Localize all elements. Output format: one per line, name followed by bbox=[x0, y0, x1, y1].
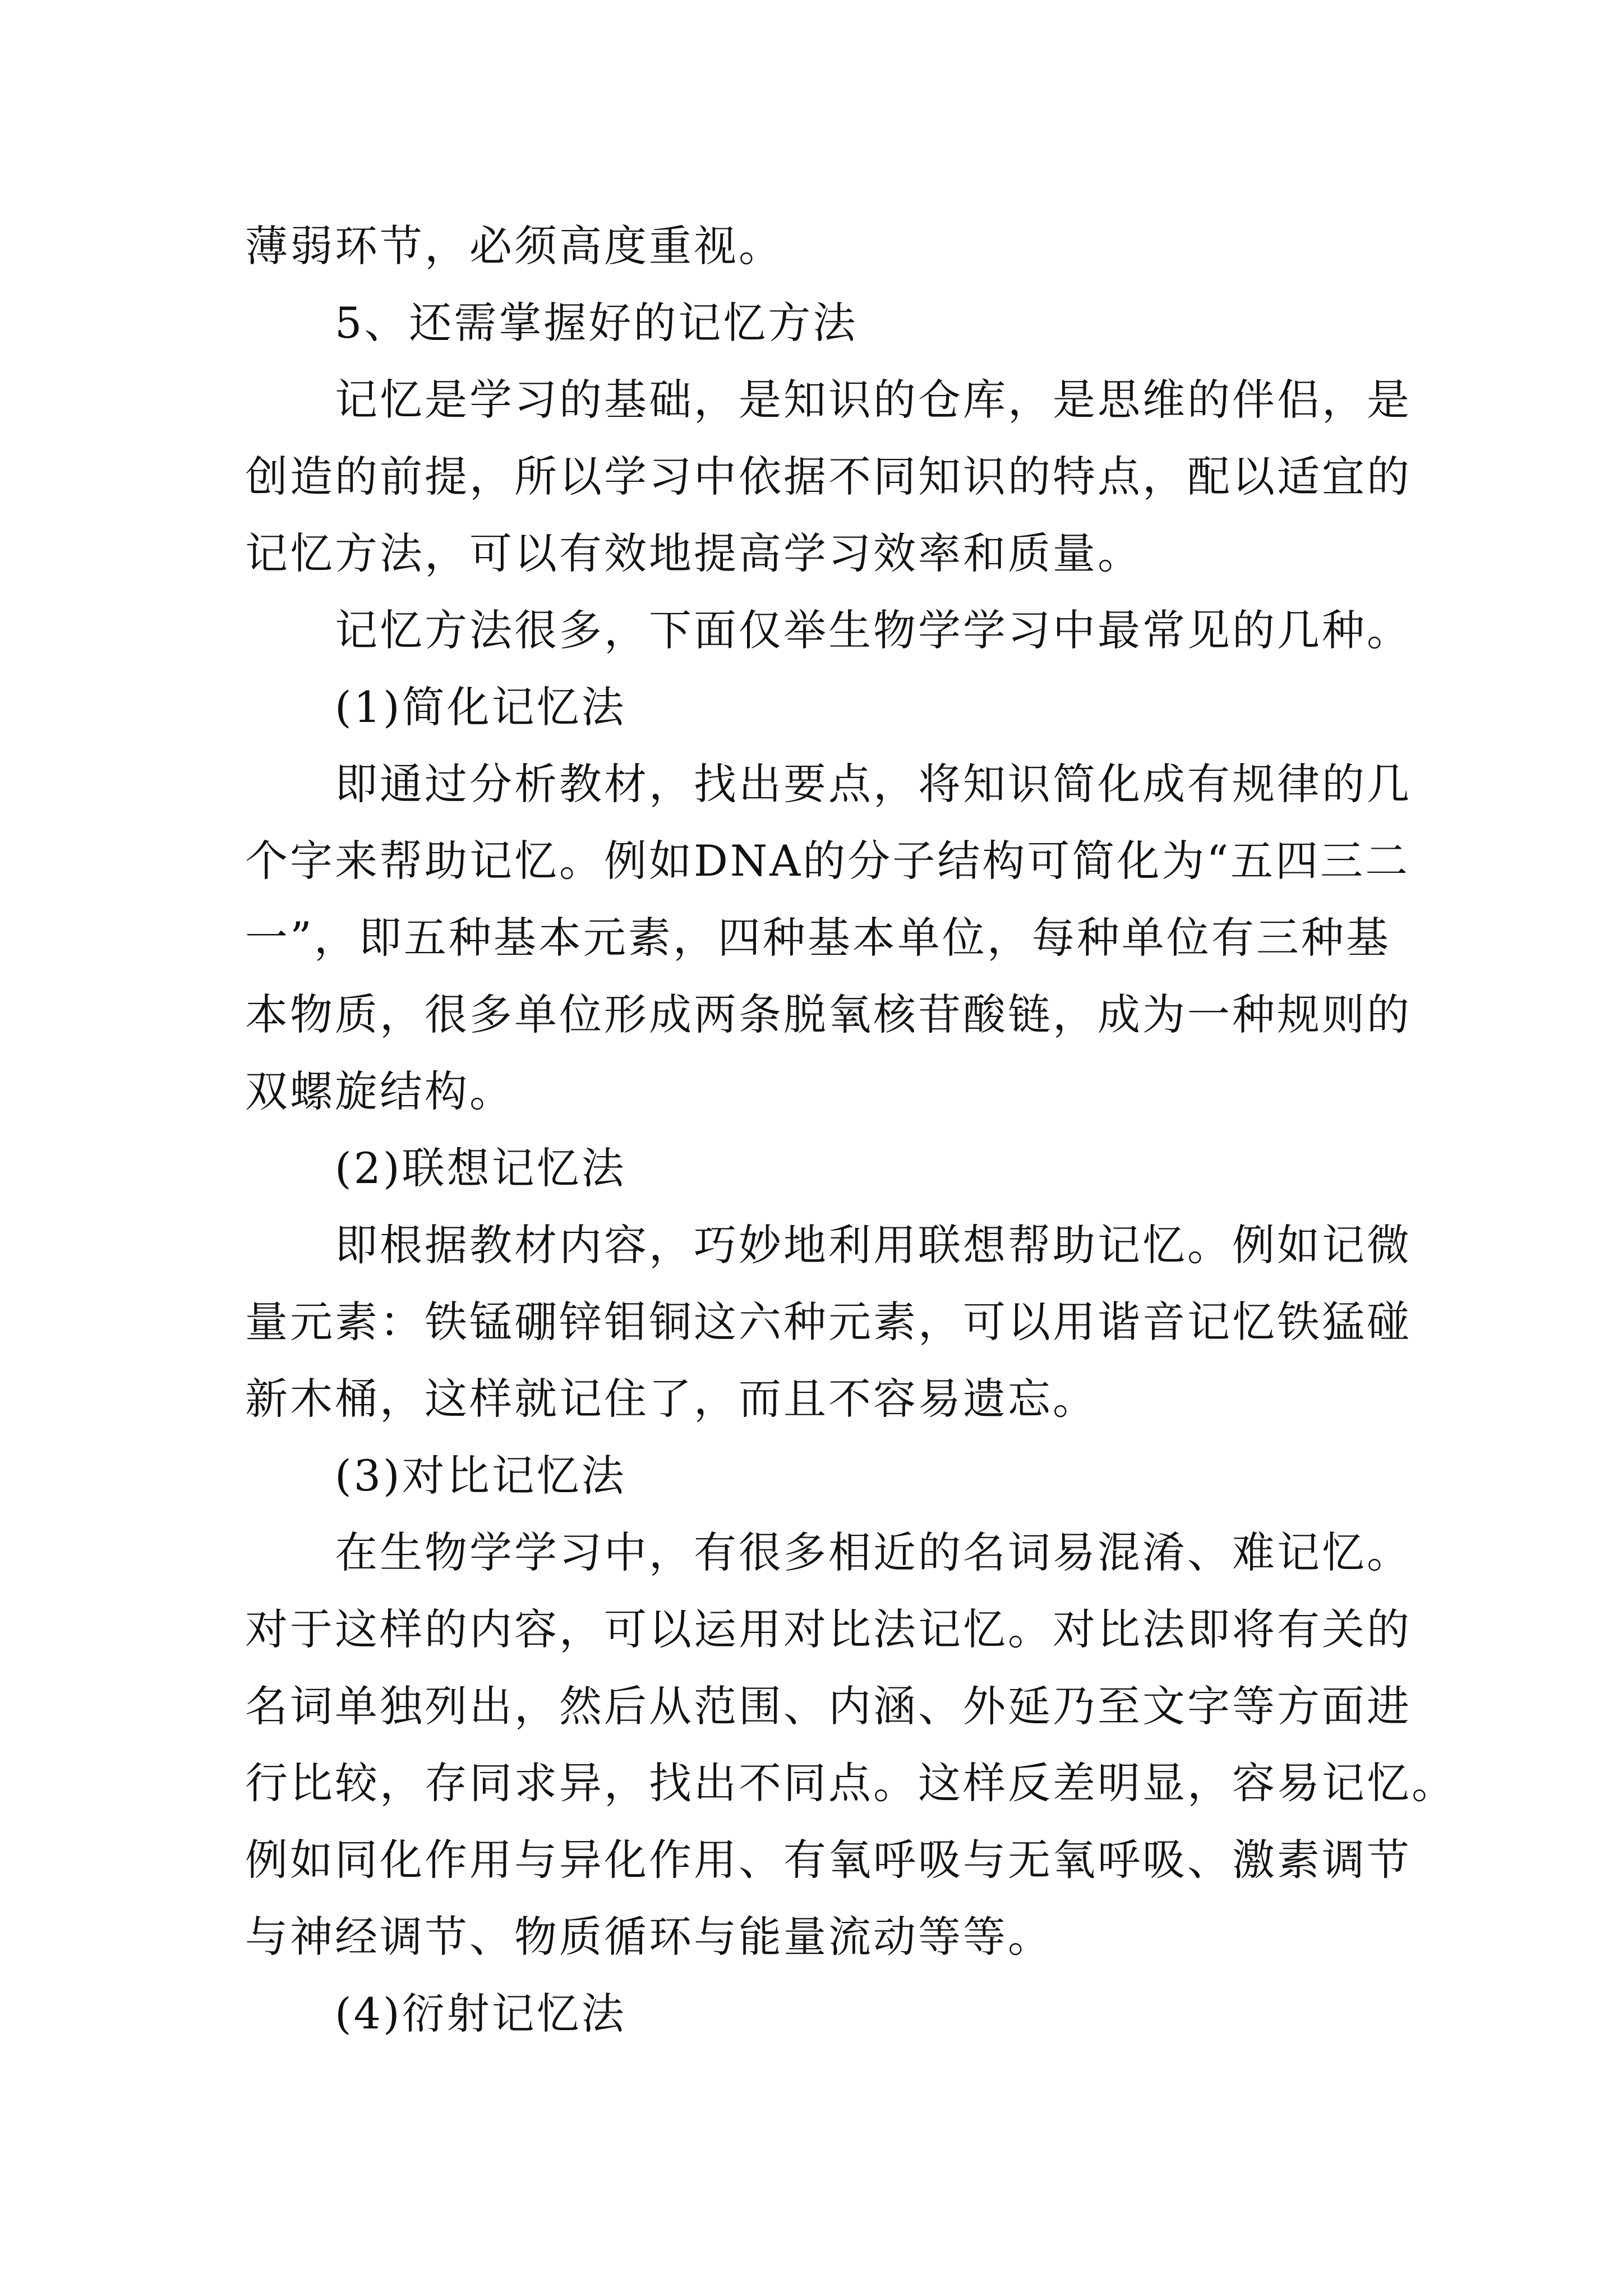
section-heading: 5、还需掌握好的记忆方法 bbox=[335, 298, 858, 348]
text-line: 记忆方法，可以有效地提高学习效率和质量。 bbox=[245, 528, 1142, 578]
text-line: 例如同化作用与异化作用、有氧呼吸与无氧呼吸、激素调节 bbox=[245, 1835, 1412, 1885]
text-line: 薄弱环节，必须高度重视。 bbox=[245, 221, 783, 271]
text-line: 本物质，很多单位形成两条脱氧核苷酸链，成为一种规则的 bbox=[245, 990, 1412, 1039]
text-line: 一”，即五种基本元素，四种基本单位，每种单位有三种基 bbox=[245, 913, 1391, 963]
body-text bbox=[245, 208, 1456, 2052]
text-line: 与神经调节、物质循环与能量流动等等。 bbox=[245, 1912, 1053, 1962]
text-line: 创造的前提，所以学习中依据不同知识的特点，配以适宜的 bbox=[245, 452, 1412, 501]
text-line: 新木桶，这样就记住了，而且不容易遗忘。 bbox=[245, 1374, 1098, 1424]
text-line: 记忆方法很多，下面仅举生物学学习中最常见的几种。 bbox=[335, 605, 1412, 655]
subsection-heading: (4)衍射记忆法 bbox=[335, 1989, 626, 2039]
text-line: 在生物学学习中，有很多相近的名词易混淆、难记忆。 bbox=[335, 1527, 1412, 1577]
text-line: 个字来帮助记忆。例如DNA的分子结构可简化为“五四三二 bbox=[245, 836, 1410, 886]
text-line: 量元素：铁锰硼锌钼铜这六种元素，可以用谐音记忆铁猛碰 bbox=[245, 1297, 1412, 1347]
text-line: 即根据教材内容，巧妙地利用联想帮助记忆。例如记微 bbox=[335, 1220, 1412, 1270]
subsection-heading: (2)联想记忆法 bbox=[335, 1143, 626, 1193]
text-line: 记忆是学习的基础，是知识的仓库，是思维的伴侣，是 bbox=[335, 375, 1412, 425]
text-line: 名词单独列出，然后从范围、内涵、外延乃至文字等方面进 bbox=[245, 1681, 1412, 1731]
subsection-heading: (3)对比记忆法 bbox=[335, 1451, 626, 1501]
text-line: 行比较，存同求异，找出不同点。这样反差明显，容易记忆。 bbox=[245, 1758, 1456, 1808]
text-line: 对于这样的内容，可以运用对比法记忆。对比法即将有关的 bbox=[245, 1604, 1412, 1654]
text-line: 双螺旋结构。 bbox=[245, 1066, 514, 1116]
subsection-heading: (1)简化记忆法 bbox=[335, 682, 626, 732]
text-line: 即通过分析教材，找出要点，将知识简化成有规律的几 bbox=[335, 759, 1412, 809]
